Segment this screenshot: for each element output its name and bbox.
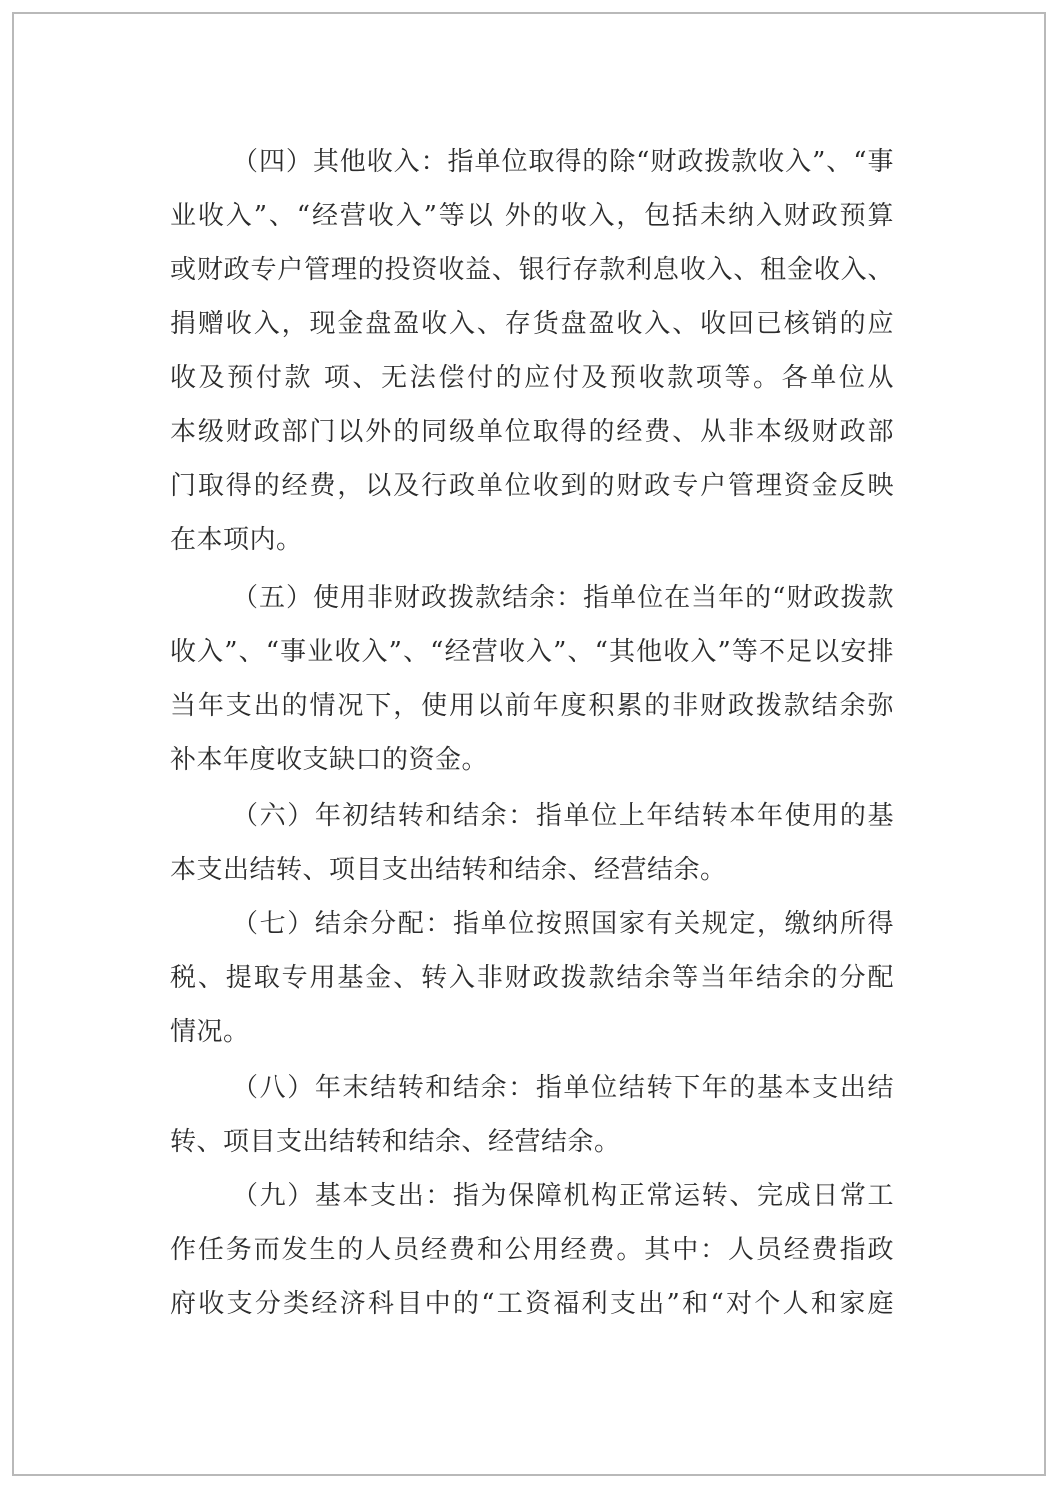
paragraph-7-line-3: 情况。 (170, 1017, 250, 1047)
paragraph-5-line-1: （五）使用非财政拨款结余：指单位在当年的“财政拨款 (232, 583, 894, 613)
paragraph-7-line-1: （七）结余分配：指单位按照国家有关规定，缴纳所得 (232, 909, 894, 939)
paragraph-5-line-4: 补本年度收支缺口的资金。 (170, 745, 489, 775)
paragraph-6-line-2: 本支出结转、项目支出结转和结余、经营结余。 (170, 855, 727, 885)
paragraph-9-line-1: （九）基本支出：指为保障机构正常运转、完成日常工 (232, 1181, 894, 1211)
paragraph-5-line-3: 当年支出的情况下，使用以前年度积累的非财政拨款结余弥 (170, 691, 894, 721)
paragraph-8-line-2: 转、项目支出结转和结余、经营结余。 (170, 1127, 621, 1157)
paragraph-6-line-1: （六）年初结转和结余：指单位上年结转本年使用的基 (232, 801, 894, 831)
paragraph-4-line-2: 业收入”、“经营收入”等以 外的收入，包括未纳入财政预算 (170, 201, 894, 231)
paragraph-4-line-3: 或财政专户管理的投资收益、银行存款利息收入、租金收入、 (170, 255, 894, 285)
paragraph-9-line-2: 作任务而发生的人员经费和公用经费。其中：人员经费指政 (170, 1235, 894, 1265)
paragraph-7-line-2: 税、提取专用基金、转入非财政拨款结余等当年结余的分配 (170, 963, 894, 993)
paragraph-4-line-1: （四）其他收入：指单位取得的除“财政拨款收入”、“事 (232, 147, 894, 177)
paragraph-4-line-5: 收及预付款 项、无法偿付的应付及预收款项等。各单位从 (170, 363, 894, 393)
paragraph-4-line-8: 在本项内。 (170, 525, 303, 555)
paragraph-5-line-2: 收入”、“事业收入”、“经营收入”、“其他收入”等不足以安排 (170, 637, 894, 667)
paragraph-9-line-3: 府收支分类经济科目中的“工资福利支出”和“对个人和家庭 (170, 1289, 894, 1319)
paragraph-4-line-4: 捐赠收入，现金盘盈收入、存货盘盈收入、收回已核销的应 (170, 309, 894, 339)
paragraph-4-line-6: 本级财政部门以外的同级单位取得的经费、从非本级财政部 (170, 417, 894, 447)
paragraph-4-line-7: 门取得的经费，以及行政单位收到的财政专户管理资金反映 (170, 471, 894, 501)
paragraph-8-line-1: （八）年末结转和结余：指单位结转下年的基本支出结 (232, 1073, 894, 1103)
